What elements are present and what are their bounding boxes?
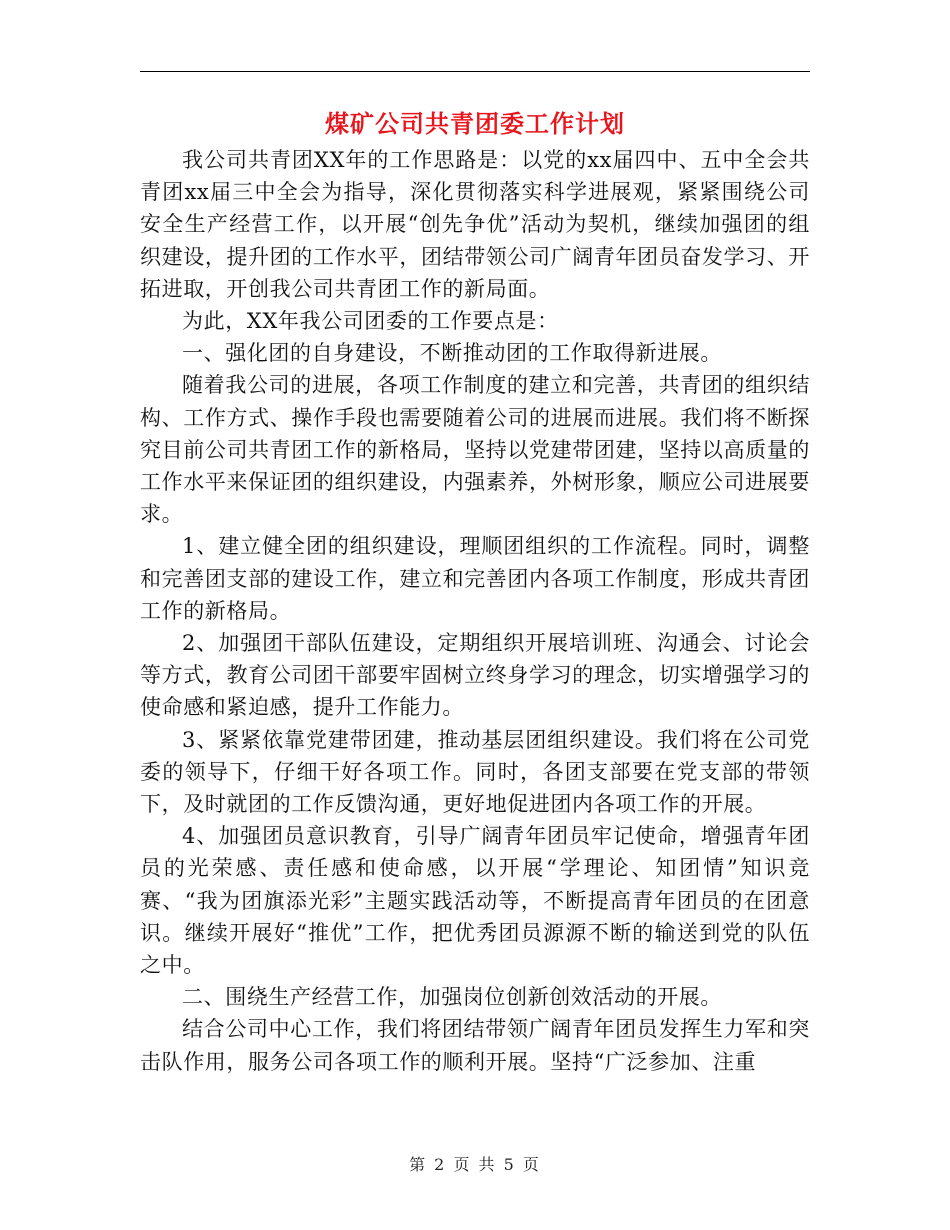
page-number-label: 第 2 页 共 5 页 xyxy=(409,1155,541,1174)
paragraph-item-2: 2、加强团干部队伍建设，定期组织开展培训班、沟通会、讨论会等方式，教育公司团干部要牢固树立终身学习的理念，切实增强学习的使命感和紧迫感，提升工作能力。 xyxy=(140,631,810,720)
paragraph-section-one-body: 随着我公司的进展，各项工作制度的建立和完善，共青团的组织结构、工作方式、操作手段也需要随着公司的进展而进展。我们将不断探究目前公司共青团工作的新格局，坚持以党建带团建，坚持以高质量的工作水平来保证团的组织建设，内强素养，外树形象，顺应公司进展要求。 xyxy=(140,373,810,527)
paragraph-section-two-heading: 二、围绕生产经营工作，加强岗位创新创效活动的开展。 xyxy=(182,985,722,1010)
document-title: 煤矿公司共青团委工作计划 xyxy=(325,110,625,138)
paragraph-section-one-heading: 一、强化团的自身建设，不断推动团的工作取得新进展。 xyxy=(182,341,722,366)
header-rule xyxy=(140,71,810,72)
paragraph-item-3: 3、紧紧依靠党建带团建，推动基层团组织建设。我们将在公司党委的领导下，仔细干好各项工作。同时，各团支部要在党支部的带领下，及时就团的工作反馈沟通，更好地促进团内各项工作的开展。 xyxy=(140,727,810,817)
paragraph-work-thinking: 我公司共青团XX年的工作思路是：以党的xx届四中、五中全会共青团xx届三中全会为指导，深化贯彻落实科学进展观，紧紧围绕公司安全生产经营工作，以开展“创先争优”活动为契机，继续加强团的组织建设，提升团的工作水平，团结带领公司广阔青年团员奋发学习、开拓进取，开创我公司共青团工作的新局面。 xyxy=(140,148,810,301)
document-body xyxy=(140,144,810,1078)
paragraph-item-4: 4、加强团员意识教育，引导广阔青年团员牢记使命，增强青年团员的光荣感、责任感和使命感，以开展“学理论、知团情”知识竞赛、“我为团旗添光彩”主题实践活动等，不断提高青年团员的在团意识。继续开展好“推优”工作，把优秀团员源源不断的输送到党的队伍之中。 xyxy=(140,824,810,978)
page-footer xyxy=(0,1154,950,1176)
paragraph-section-two-body: 结合公司中心工作，我们将团结带领广阔青年团员发挥生力军和突击队作用，服务公司各项工作的顺利开展。坚持“广泛参加、注重 xyxy=(140,1017,810,1074)
paragraph-item-1: 1、建立健全团的组织建设，理顺团组织的工作流程。同时，调整和完善团支部的建设工作，建立和完善团内各项工作制度，形成共青团工作的新格局。 xyxy=(140,534,810,623)
paragraph-key-points-intro: 为此，XX年我公司团委的工作要点是： xyxy=(182,309,559,334)
